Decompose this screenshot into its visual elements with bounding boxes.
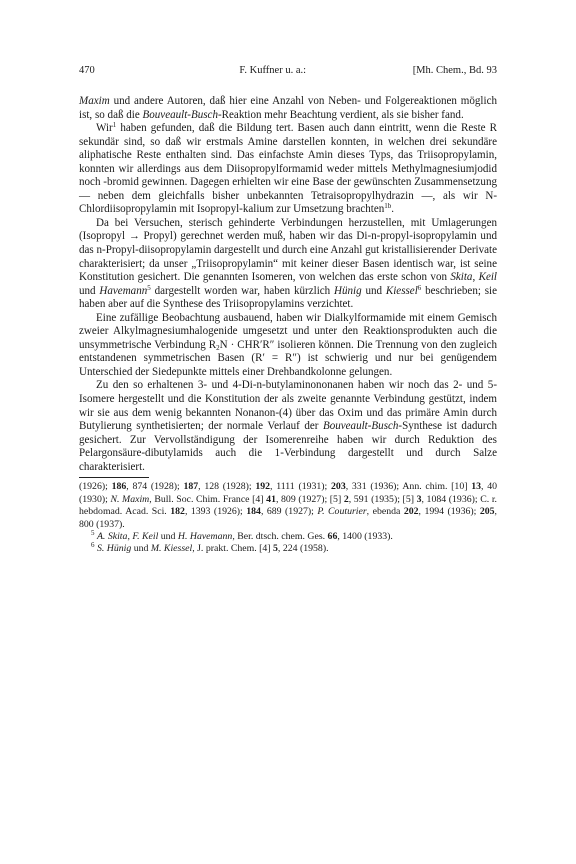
footnote: (1926); 186, 874 (1928); 187, 128 (1928); 192, 1111 (1931); 203, 331 (1936); Ann. chim. [10] 13, 40 (1930); N. Maxim, Bull. Soc. Chim. France [4] 41, 809 (1927); [5] 2, 591 (1935); [5] 3, 1084 (1936); C. r. hebdomad. Acad. Sci. 182, 1393 (1926); 184, 689 (1927); P. Couturier, ebenda 202, 1994 (1936); 205, 800 (1937). bbox=[79, 481, 497, 530]
body-paragraph: Da bei Versuchen, sterisch gehinderte Verbindungen herzustellen, mit Umlagerungen (Isopropyl → Propyl) gerechnet werden muß, haben wir das Di-n-propyl-isopropylamin und das n-Propyl-diisopropylamin dargestellt und durch eine Anzahl gut kristallisierender Derivate charakterisiert; da unser „Triisopropylamin“ mit keiner dieser Basen identisch war, ist seine Konstitution gesichert. Die genannten Isomeren, von welchen das erste schon von Skita, Keil und Havemann$^5$ dargestellt worden war, haben kürzlich Hünig und Kiessel$^6$ beschrieben; sie haben aber auf die Synthese des Triisopropylamins verzichtet. bbox=[79, 216, 498, 311]
running-head-journal: [Mh. Chem., Bd. 93 bbox=[412, 65, 497, 76]
journal-page bbox=[79, 64, 497, 556]
body-text bbox=[79, 95, 497, 474]
body-paragraph: Zu den so erhaltenen 3- und 4-Di-n-butylaminononanen haben wir noch das 2- und 5-Isomere hergestellt und die Konstitution der als zweite genannte Verbindung gestützt, indem wir sie aus dem wenig bekannten Nonanon-(4) über das Oxim und das primäre Amin durch Butylierung synthetisierten; der normale Verlauf der Bouveault-Busch-Synthese ist dadurch gesichert. Zur Vervollständigung der Isomerenreihe haben wir durch Reduktion des Pelargonsäure-dibutylamids auch die 1-Verbindung dargestellt und durch Salze charakterisiert. bbox=[79, 379, 497, 473]
footnotes bbox=[79, 481, 497, 555]
body-paragraph: Eine zufällige Beobachtung ausbauend, haben wir Dialkylformamide mit einem Gemisch zweier Alkylmagnesiumhalogenide umgesetzt und unter den Reaktionsprodukten auch die unsymmetrische Verbindung $R_2N \cdot CHR'R''$ isolieren können. Die Trennung von den zugleich entstandenen symmetrischen Basen (R′ = R″) ist schwierig und nur bei genügendem Unterschied der Siedepunkte mittels einer Drehbandkolonne gelungen. bbox=[79, 311, 498, 378]
footnote-divider bbox=[79, 477, 149, 478]
footnote: $^5$ A. Skita, F. Keil und H. Havemann, Ber. dtsch. chem. Ges. 66, 1400 (1933). bbox=[91, 528, 393, 542]
page-number: 470 bbox=[79, 65, 95, 76]
body-paragraph: Wir$^1$ haben gefunden, daß die Bildung tert. Basen auch dann eintritt, wenn die Reste R sekundär sind, so daß wir erstmals Amine darstellen konnten, in welchen drei sekundäre aliphatische Reste enthalten sind. Das einfachste Amin dieses Typs, das Triisopropylamin, konnten wir allerdings aus dem Diisopropylformamid weder mittels Methylmagnesiumjodid noch -bromid gewinnen. Dagegen erhielten wir eine Base der gewünschten Zusammensetzung — neben dem gleichfalls bisher unbekannten Tetraisopropylhydrazin —, als wir N-Chlordiisopropylamin mit Isopropyl-kalium zur Umsetzung brachten$^{1b}$. bbox=[79, 121, 497, 216]
footnote: $^6$ S. Hünig und M. Kiessel, J. prakt. Chem. [4] 5, 224 (1958). bbox=[91, 541, 329, 555]
running-head bbox=[79, 64, 497, 78]
body-paragraph: Maxim und andere Autoren, daß hier eine Anzahl von Neben- und Folgereaktionen möglich ist, so daß die Bouveault-Busch-Reaktion mehr Beachtung verdient, als sie bisher fand. bbox=[79, 95, 497, 121]
running-head-authors: F. Kuffner u. a.: bbox=[239, 65, 307, 76]
